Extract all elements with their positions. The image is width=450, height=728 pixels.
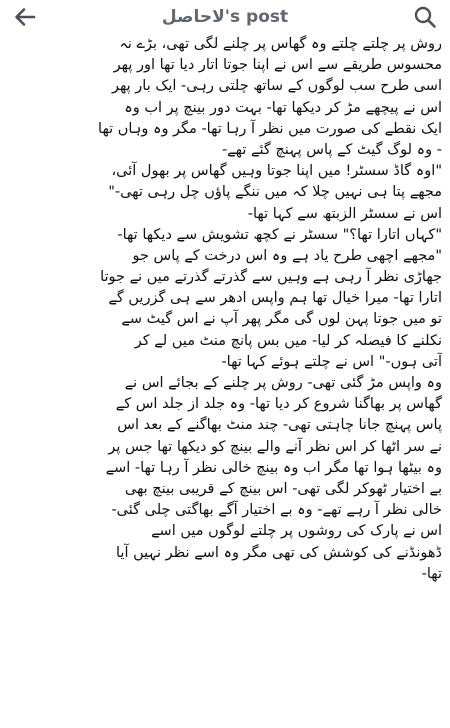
page-title: لاحاصل's post [161,7,289,27]
post-text-line: - وہ لوگ گیٹ کے پاس پہنچ گئے تھے- [221,141,442,158]
post-text-line: "مجھے اچھی طرح یاد ہے وہ اس درخت کے پاس جو [132,247,442,264]
post-text-line: ایک نقطے کی صورت میں نظر آ رہا تھا- مگر وہ وہاں تھا [98,120,442,137]
post-text-line: جھاڑی نظر آ رہی ہے وہیں سے گذرتے گذرتے میں نے جوتا [100,269,442,286]
post-text-line: تھا- [421,565,442,582]
post-text-line: اس نے پیچھے مڑ کر دیکھا تھا- بہت دور بینچ پر اب وہ [124,99,442,116]
post-text-line: وہ بیٹھا ہوا تھا مگر اب وہ بینچ خالی نظر آ رہا تھا- اسے [105,459,442,476]
post-text-line: "اوہ گاڈ سسٹر! میں اپنا جوتا وہیں گھاس پر بھول آئی، [111,163,442,180]
post-text-line: خالی نظر آ رہے تھے- وہ بے اختیار آگے بھاگتی چلی گئی- [111,502,442,519]
back-arrow-icon [14,7,36,27]
post-text [10,34,442,728]
post-text-line: روش پر چلتے چلتے وہ گھاس پر چلنے لگی تھی، بڑے نہ [119,36,442,52]
post-text-line: نکلنے کا فیصلہ کر لیا- میں بس پانچ منٹ میں لے کر [134,332,442,349]
post-text-line: اسی طرح سب لوگوں کے ساتھ چلتی رہی- ایک بار پھر [111,78,442,95]
post-text-line: آتی ہوں-" اس نے چلتے ہوئے کہا تھا- [221,353,442,370]
post-text-line: ڈھونڈنے کی کوشش کی تھی مگر وہ اسے نظر نہیں آیا [116,544,442,561]
post-text-line: اس نے پارک کی روشوں پر چلتے لوگوں میں اسے [151,523,442,540]
post-text-line: "کہاں اتارا تھا؟" سسٹر نے کچھ تشویش سے دیکھا تھا- [117,226,442,243]
search-button[interactable] [410,3,440,31]
post-text-line: بے اختیار ٹھوکر لگی تھی- اس بینچ کے قریبی بینچ بھی [124,480,442,497]
post-text-line: اتارا تھا- میرا خیال تھا ہم واپس ادھر سے ہی گزریں گے [108,290,442,307]
post-text-line: نے سر اٹھا کر اس نظر آنے والے بینچ کو دیکھا تھا جس پر [108,438,442,455]
post-text-line: وہ واپس مڑ گئی تھی- روش پر چلنے کے بجائے اس نے [124,375,442,391]
post-text-line: پاس پہنچ جانا چاہتی تھی- چند منٹ بھاگنے کے بعد اس [117,417,442,434]
top-bar [0,0,450,34]
back-button[interactable] [8,3,42,31]
post-text-line: مجھے پتا ہی نہیں چلا کہ میں ننگے پاؤں چل رہی تھی-" [108,184,442,201]
search-icon [413,5,437,29]
post-text-line: اس نے سسٹر الزبتھ سے کہا تھا- [247,205,442,222]
post-text-line: گھاس پر بھاگنا شروع کر دیا تھا- وہ جلد از جلد اس کے [115,396,442,413]
post-text-line: تو میں جوتا پہن لوں گی مگر پھر آپ نے اس گیٹ سے [121,311,442,328]
post-text-line: محسوس طریقے سے اس نے اپنا جوتا اتار دیا تھا اور پھر [113,57,442,74]
